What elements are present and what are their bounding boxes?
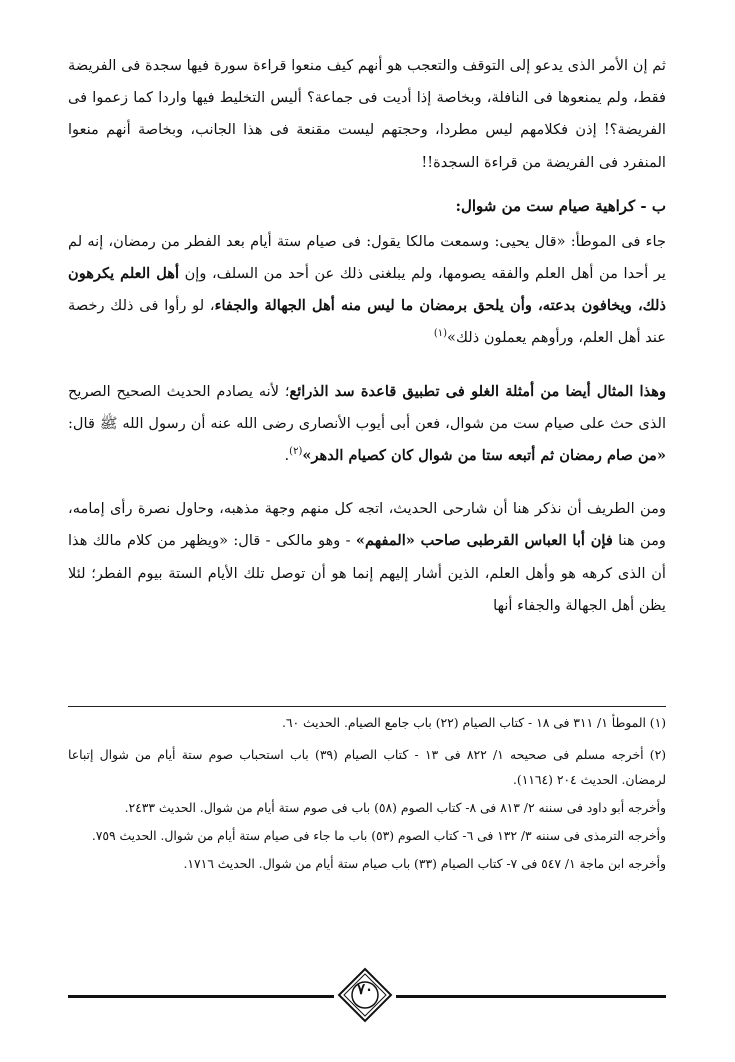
paragraph-4-bold: فإن أبا العباس القرطبى صاحب «المفهم» <box>355 532 613 550</box>
paragraph-3-part-b: ؛ لأنه يصادم الحديث الصحيح الصريح الذى حث على صيام ست من شوال، فعن أبى أيوب الأنصارى رضى الله عنه أن رسول الله ﷺ قال: <box>68 382 666 432</box>
footnote-ref-2: (٢) <box>289 446 303 458</box>
footnote-ref-1: (١) <box>433 328 448 340</box>
paragraph-3-hadith: «من صام رمضان ثم أتبعه ستا من شوال كان كصيام الدهر» <box>302 447 666 465</box>
paragraph-4 <box>68 493 666 622</box>
footnote-2-abudawud: وأخرجه أبو داود فى سننه ٢/ ٨١٣ فى ٨- كتاب الصوم (٥٨) باب فى صوم ستة أيام من شوال. الحديث ٢٤٣٣. <box>124 801 666 815</box>
footnote-2-ibnmajah: وأخرجه ابن ماجة ١/ ٥٤٧ فى ٧- كتاب الصيام (٣٣) باب صيام ستة أيام من شوال. الحديث ١٧١٦. <box>183 857 666 871</box>
footer-rule-left <box>68 995 334 998</box>
page-number: ٧٠ <box>356 980 374 998</box>
paragraph-1: ثم إن الأمر الذى يدعو إلى التوقف والتعجب هو أنهم كيف منعوا قراءة سورة فيها سجدة فى الفريضة فقط، ولم يمنعوها فى النافلة، وبخاصة إذا أديت فى جماعة؟ أليس التخليط فيها واردا كما زعموا فى الفريضة؟! إذن فكلامهم ليس مطردا، وحجتهم ليست مقنعة فى هذا الجانب، وبخاصة أنهم منعوا المنفرد فى الفريضة من قراءة السجدة!! <box>68 57 666 171</box>
paragraph-4-part-a: ومن الطريف أن نذكر هنا أن شارحى الحديث، اتجه كل منهم وجهة مذهبه، وحاول نصرة رأى إمامه، ومن هنا <box>68 500 666 550</box>
paragraph-4-part-c: - وهو مالكى - قال: «ويظهر من كلام مالك هذا أن الذى كرهه هو وأهل العلم، الذين أشار إليهم إنما هو أن توصل تلك الأيام الستة بيوم الفطر؛ لئلا يظن أهل الجهالة والجفاء أنها <box>68 532 666 614</box>
footer-rule-right <box>396 995 666 998</box>
footnote-2-tirmidhi: وأخرجه الترمذى فى سننه ٣/ ١٣٢ فى ٦- كتاب الصوم (٥٣) باب ما جاء فى صيام ستة أيام من شوال. الحديث ٧٥٩. <box>91 829 666 843</box>
paragraph-2-part-c: ، لو رأوا فى ذلك رخصة عند أهل العلم، ورأوهم يعملون ذلك» <box>68 297 666 347</box>
section-heading: ب - كراهية صيام ست من شوال: <box>455 196 666 215</box>
footnote-2: (٢) أخرجه مسلم فى صحيحه ١/ ٨٢٢ فى ١٣ - كتاب الصيام (٣٩) باب استحباب صوم ستة أيام من شوال إتباعا لرمضان. الحديث ٢٠٤ (١١٦٤). <box>68 748 666 787</box>
paragraph-3-bold: وهذا المثال أيضا من أمثلة الغلو فى تطبيق قاعدة سد الذرائع <box>289 382 666 400</box>
paragraph-3-end: . <box>284 447 290 465</box>
paragraph-3 <box>68 376 666 473</box>
paragraph-2 <box>68 226 666 355</box>
footnote-divider <box>68 706 666 707</box>
main-text <box>68 50 666 633</box>
footnotes <box>68 711 666 884</box>
paragraph-2-part-a: جاء فى الموطأ: «قال يحيى: وسمعت مالكا يقول: فى صيام ستة أيام بعد الفطر من رمضان، إنه لم ير أحدا من أهل العلم والفقه يصومها، ولم يبلغنى ذلك عن أحد من السلف، وإن <box>68 232 666 283</box>
paragraph-2-bold: أهل العلم يكرهون ذلك، ويخافون بدعته، وأن يلحق برمضان ما ليس منه أهل الجهالة والجفاء <box>68 265 666 315</box>
footnote-1: (١) الموطأ ١/ ٣١١ فى ١٨ - كتاب الصيام (٢٢) باب جامع الصيام. الحديث ٦٠. <box>281 716 666 730</box>
